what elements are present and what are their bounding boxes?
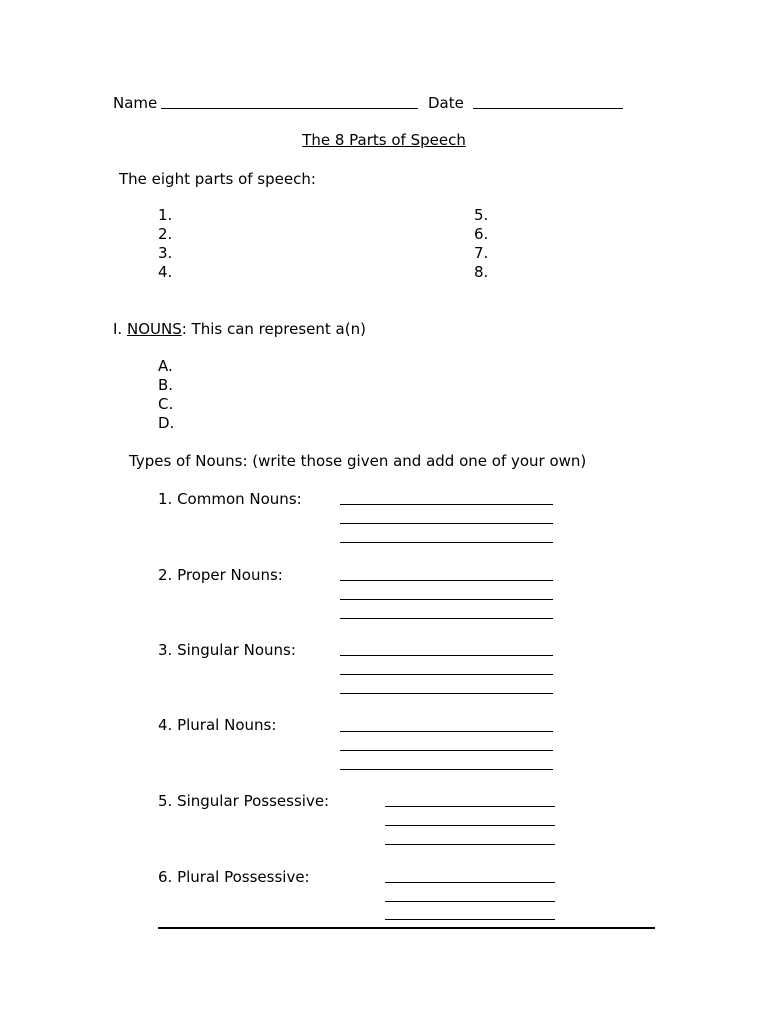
noun-letter-c: C. [158,395,174,413]
answer-line[interactable] [340,542,553,543]
answer-line[interactable] [340,731,553,732]
part-number-7: 7. [474,244,489,262]
type-label-singular-possessive: 5. Singular Possessive: [158,792,330,810]
bottom-divider [158,927,655,929]
answer-line[interactable] [340,769,553,770]
nouns-heading: NOUNS [126,320,182,338]
answer-line[interactable] [385,825,555,826]
answer-line[interactable] [340,655,553,656]
answer-line[interactable] [385,919,555,920]
answer-line[interactable] [385,844,555,845]
answer-line[interactable] [385,882,555,883]
name-field-line[interactable] [161,108,418,109]
intro-text: The eight parts of speech: [119,170,316,188]
nouns-prefix: I. [113,320,127,338]
type-label-plural: 4. Plural Nouns: [158,716,277,734]
part-number-1: 1. [158,206,173,224]
noun-letter-a: A. [158,357,173,375]
part-number-2: 2. [158,225,173,243]
answer-line[interactable] [340,693,553,694]
answer-line[interactable] [385,806,555,807]
name-label: Name [113,94,158,112]
type-label-proper: 2. Proper Nouns: [158,566,283,584]
part-number-6: 6. [474,225,489,243]
answer-line[interactable] [385,901,555,902]
nouns-rest: : This can represent a(n) [181,320,366,338]
answer-line[interactable] [340,618,553,619]
types-heading: Types of Nouns: (write those given and add one of your own) [129,452,587,470]
page-title: The 8 Parts of Speech [302,131,466,149]
answer-line[interactable] [340,674,553,675]
date-label: Date [428,94,464,112]
part-number-8: 8. [474,263,489,281]
answer-line[interactable] [340,599,553,600]
type-label-plural-possessive: 6. Plural Possessive: [158,868,310,886]
noun-letter-b: B. [158,376,174,394]
part-number-4: 4. [158,263,173,281]
nouns-heading-line [113,320,366,338]
answer-line[interactable] [340,750,553,751]
answer-line[interactable] [340,523,553,524]
part-number-3: 3. [158,244,173,262]
type-label-singular: 3. Singular Nouns: [158,641,296,659]
answer-line[interactable] [340,504,553,505]
answer-line[interactable] [340,580,553,581]
date-field-line[interactable] [473,108,623,109]
noun-letter-d: D. [158,414,175,432]
part-number-5: 5. [474,206,489,224]
type-label-common: 1. Common Nouns: [158,490,302,508]
